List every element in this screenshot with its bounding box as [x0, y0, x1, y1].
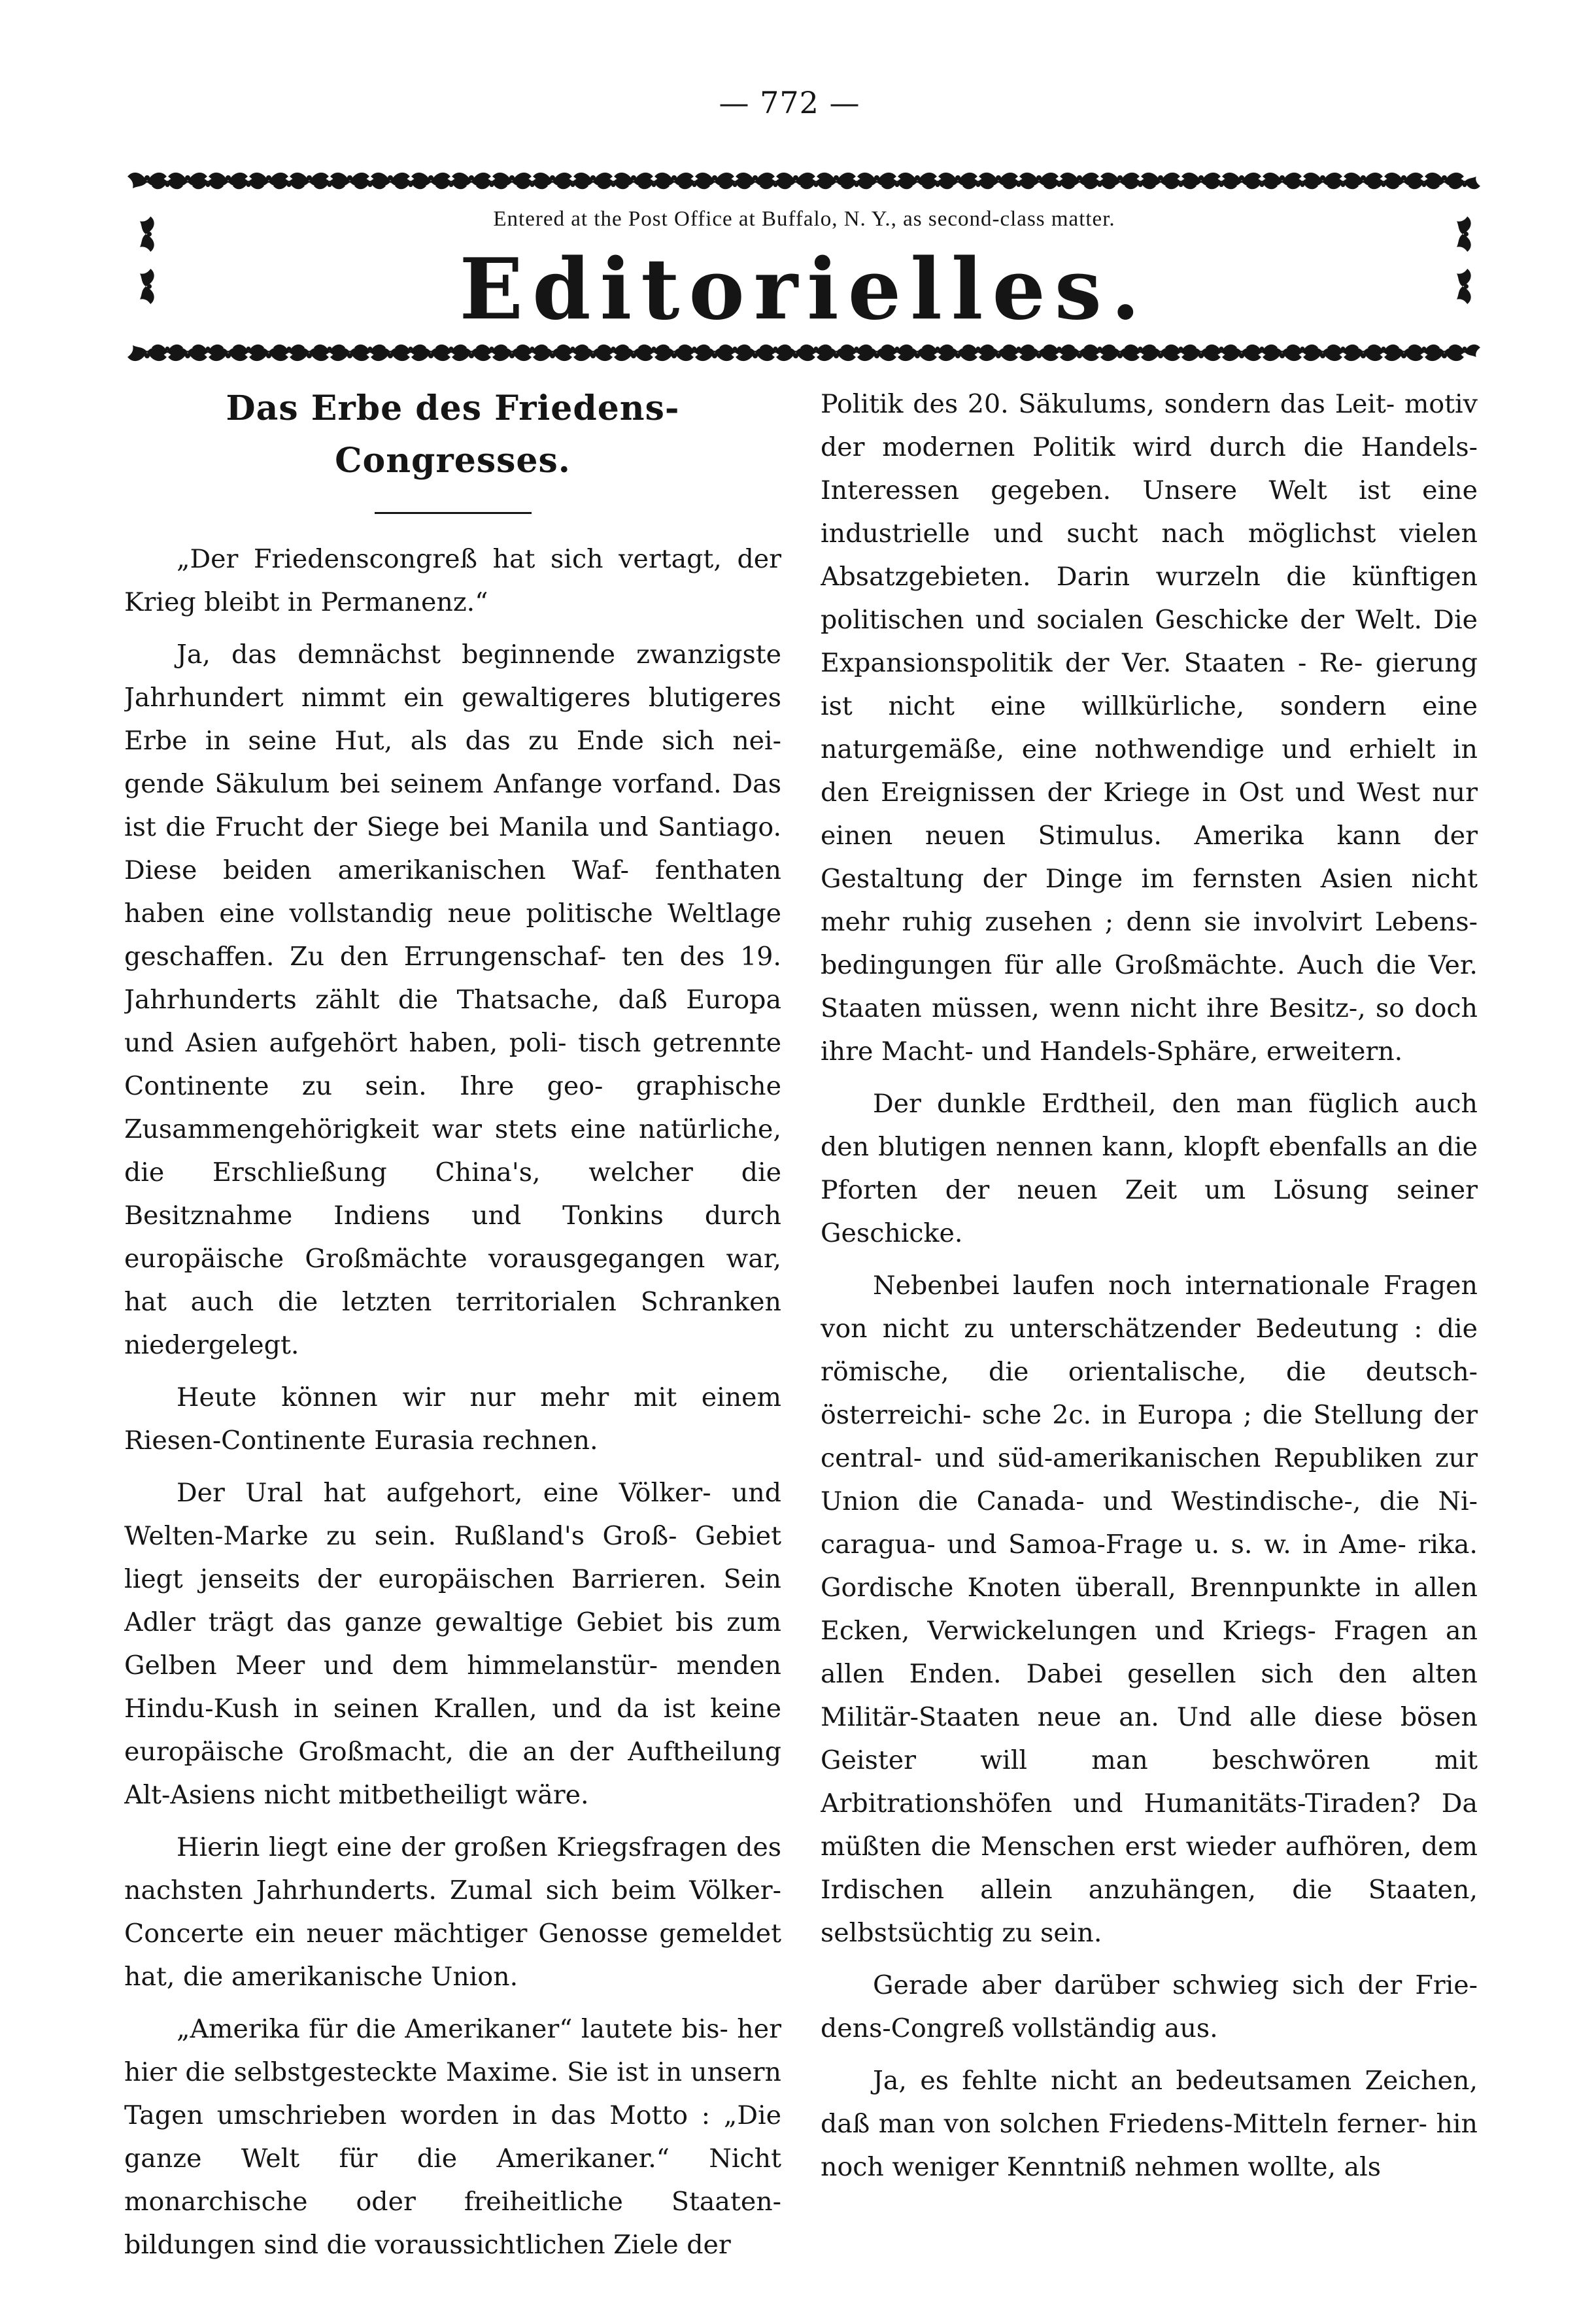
- paragraph: Heute können wir nur mehr mit einem Riesen-Continente Eurasia rechnen.: [124, 1382, 781, 1456]
- page-number: — 772 —: [719, 85, 860, 120]
- right-column: [821, 383, 1478, 2289]
- paragraph: Der dunkle Erdtheil, den man füglich auch den blutigen nennen kann, klopft ebenfalls an die Pforten der neuen Zeit um Lösung seiner Geschicke.: [821, 1089, 1478, 1248]
- section-title: Editorielles.: [459, 241, 1149, 339]
- paragraph: Der Ural hat aufgehort, eine Völker- und Welten-Marke zu sein. Rußland's Groß- Gebiet liegt jenseits der europäischen Barrieren. Sein Adler trägt das ganze gewaltige Gebiet bis zum Gelben Meer und dem himmelanstür- menden Hindu-Kush in seinen Krallen, und da ist keine europäische Großmacht, die an der Auftheilung Alt-Asiens nicht mitbetheiligt wäre.: [124, 1478, 781, 1810]
- paragraph: „Amerika für die Amerikaner“ lautete bis- her hier die selbstgesteckte Maxime. Sie ist in unsern Tagen umschrieben worden in das Motto : „Die ganze Welt für die Amerikaner.“ Nicht monarchische oder freiheitliche Staaten- bildungen sind die voraussichtlichen Ziele der: [124, 2014, 781, 2260]
- paragraph: Gerade aber darüber schwieg sich der Frie- dens-Congreß vollständig aus.: [821, 1970, 1478, 2043]
- paragraph: Ja, es fehlte nicht an bedeutsamen Zeichen, daß man von solchen Friedens-Mitteln ferner- hin noch weniger Kenntniß nehmen wollte, als: [821, 2066, 1478, 2182]
- headline-rule: [375, 512, 532, 514]
- paragraph: Ja, das demnächst beginnende zwanzigste Jahrhundert nimmt ein gewaltigeres blutigeres Erbe in seine Hut, als das zu Ende sich nei- gende Säkulum bei seinem Anfange vorfand. Das ist die Frucht der Siege bei Manila und Santiago. Diese beiden amerikanischen Waf- fenthaten haben eine vollstandig neue politische Weltlage geschaffen. Zu den Errungenschaf- ten des 19. Jahrhunderts zählt die Thatsache, daß Europa und Asien aufgehört haben, poli- tisch getrennte Continente zu sein. Ihre geo- graphische Zusammengehörigkeit war stets eine natürliche, die Erschließung China's, welcher die Besitznahme Indiens und Tonkins durch europäische Großmächte vorausgegangen war, hat auch die letzten territorialen Schranken niedergelegt.: [124, 640, 781, 1360]
- paragraph: Politik des 20. Säkulums, sondern das Leit- motiv der modernen Politik wird durch die Handels-Interessen gegeben. Unsere Welt ist eine industrielle und sucht nach möglichst vielen Absatzgebieten. Darin wurzeln die künftigen politischen und socialen Geschicke der Welt. Die Expansionspolitik der Ver. Staaten - Re- gierung ist nicht eine willkürliche, sondern eine naturgemäße, eine nothwendige und erhielt in den Ereignissen der Kriege in Ost und West nur einen neuen Stimulus. Amerika kann der Gestaltung der Dinge im fernsten Asien nicht mehr ruhig zusehen ; denn sie involvirt Lebens- bedingungen für alle Großmächte. Auch die Ver. Staaten müssen, wenn nicht ihre Besitz-, so doch ihre Macht- und Handels-Sphäre, erweitern.: [821, 389, 1478, 1067]
- article-headline: Das Erbe des Friedens-Congresses.: [226, 388, 680, 481]
- masthead-header: [127, 156, 1481, 371]
- entered-notice: Entered at the Post Office at Buffalo, N. Y., as second-class matter.: [493, 207, 1115, 231]
- paragraph: Nebenbei laufen noch internationale Fragen von nicht zu unterschätzender Bedeutung : die römische, die orientalische, die deutsch-österreichi- sche 2c. in Europa ; die Stellung der central- und süd-amerikanischen Republiken zur Union die Canada- und Westindische-, die Ni- caragua- und Samoa-Frage u. s. w. in Ame- rika. Gordische Knoten überall, Brennpunkte in allen Ecken, Verwickelungen und Kriegs- Fragen an allen Enden. Dabei gesellen sich den alten Militär-Staaten neue an. Und alle diese bösen Geister will man beschwören mit Arbitrationshöfen und Humanitäts-Tiraden? Da müßten die Menschen erst wieder aufhören, dem Irdischen allein anzuhängen, die Staaten, selbstsüchtig zu sein.: [821, 1271, 1478, 1948]
- paragraph: „Der Friedenscongreß hat sich vertagt, der Krieg bleibt in Permanenz.“: [124, 544, 781, 617]
- left-column: [124, 383, 781, 2289]
- paragraph: Hierin liegt eine der großen Kriegsfragen des nachsten Jahrhunderts. Zumal sich beim Völker-Concerte ein neuer mächtiger Genosse gemeldet hat, die amerikanische Union.: [124, 1832, 781, 1992]
